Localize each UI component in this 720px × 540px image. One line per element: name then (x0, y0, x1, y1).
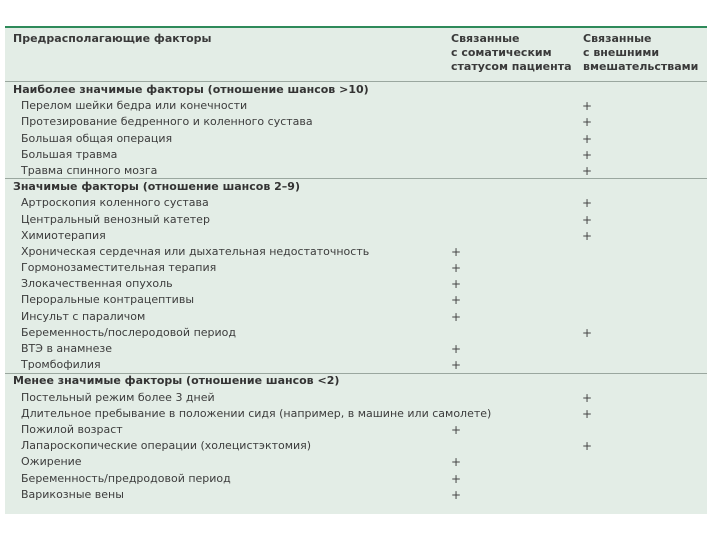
factor-label: Химиотерапия (21, 228, 106, 242)
header-line: Связанные (451, 32, 520, 45)
table-row (5, 454, 707, 470)
factor-label: Тромбофилия (21, 358, 101, 372)
top-rule (5, 26, 707, 28)
factor-label: Гормонозаместительная терапия (21, 261, 217, 275)
table-row (5, 390, 707, 406)
patient-status-mark: + (450, 455, 462, 470)
column-header-factors: Предрасполагающие факторы (13, 32, 212, 45)
factor-label: Инсульт с параличом (21, 309, 146, 323)
factor-label: Большая травма (21, 147, 118, 161)
factor-label: Беременность/послеродовой период (21, 325, 236, 339)
factor-label: Беременность/предродовой период (21, 471, 231, 485)
section-title: Наиболее значимые факторы (отношение шансов >10) (13, 83, 369, 96)
intervention-mark: + (581, 115, 593, 130)
factor-label: Протезирование бедренного и коленного сустава (21, 115, 313, 129)
table-row (5, 260, 707, 276)
table-row (5, 471, 707, 487)
patient-status-mark: + (450, 342, 462, 356)
section-divider (5, 373, 707, 374)
factor-label: Длительное пребывание в положении сидя (например, в машине или самолете) (21, 406, 492, 420)
table-row (5, 438, 707, 454)
factor-label: Ожирение (21, 455, 82, 469)
factor-label: Большая общая операция (21, 131, 173, 145)
table-row (5, 98, 707, 114)
header-line: статусом пациента (451, 60, 572, 73)
factor-label: Злокачественная опухоль (21, 277, 173, 291)
factor-label: Пероральные контрацептивы (21, 293, 194, 307)
table-row (5, 292, 707, 308)
intervention-mark: + (581, 196, 593, 211)
header-line: Связанные (583, 32, 652, 45)
factor-label: ВТЭ в анамнезе (21, 342, 112, 355)
header-line: с внешними (583, 46, 660, 59)
section-header-row (5, 82, 707, 98)
factor-label: Варикозные вены (21, 487, 124, 501)
table-row (5, 406, 707, 422)
table-row (5, 195, 707, 211)
table-row (5, 325, 707, 341)
table-row (5, 309, 707, 325)
intervention-mark: + (581, 99, 593, 114)
table-body (5, 82, 707, 503)
table-row (5, 163, 707, 179)
patient-status-mark: + (450, 244, 462, 259)
table-row (5, 487, 707, 503)
intervention-mark: + (581, 131, 593, 146)
table-row (5, 131, 707, 147)
factor-label: Лапароскопические операции (холецистэктомия) (21, 439, 312, 453)
table-row (5, 422, 707, 438)
table-row (5, 114, 707, 130)
intervention-mark: + (581, 228, 593, 243)
patient-status-mark: + (450, 422, 462, 437)
table-row (5, 212, 707, 228)
risk-factors-table (5, 26, 707, 514)
factor-label: Перелом шейки бедра или конечности (21, 99, 248, 113)
header-line: вмешательствами (583, 60, 699, 73)
intervention-mark: + (581, 163, 593, 178)
intervention-mark: + (581, 325, 593, 340)
section-header-row (5, 179, 707, 195)
intervention-mark: + (581, 406, 593, 421)
factor-label: Пожилой возраст (21, 422, 123, 436)
table-row (5, 276, 707, 292)
factor-label: Артроскопия коленного сустава (21, 196, 209, 210)
factor-label: Травма спинного мозга (21, 163, 158, 177)
patient-status-mark: + (450, 358, 462, 373)
intervention-mark: + (581, 147, 593, 162)
factor-label: Постельный режим более 3 дней (21, 390, 215, 404)
patient-status-mark: + (450, 487, 462, 502)
patient-status-mark: + (450, 471, 462, 486)
section-title: Менее значимые факторы (отношение шансов <2) (13, 374, 340, 388)
patient-status-mark: + (450, 309, 462, 324)
table-row (5, 357, 707, 373)
table-row (5, 244, 707, 260)
intervention-mark: + (581, 439, 593, 454)
factor-label: Хроническая сердечная или дыхательная недостаточность (21, 244, 370, 258)
patient-status-mark: + (450, 277, 462, 292)
section-title: Значимые факторы (отношение шансов 2–9) (13, 180, 300, 194)
column-header-interventions (583, 32, 713, 74)
section-divider (5, 178, 707, 179)
header-line: с соматическим (451, 46, 552, 59)
section-divider (5, 81, 707, 82)
intervention-mark: + (581, 212, 593, 227)
column-header-patient-status (451, 32, 581, 74)
patient-status-mark: + (450, 261, 462, 276)
section-header-row (5, 373, 707, 389)
intervention-mark: + (581, 390, 593, 405)
table-row (5, 147, 707, 163)
factor-label: Центральный венозный катетер (21, 212, 210, 226)
table-row (5, 228, 707, 244)
patient-status-mark: + (450, 293, 462, 308)
table-row (5, 341, 707, 357)
